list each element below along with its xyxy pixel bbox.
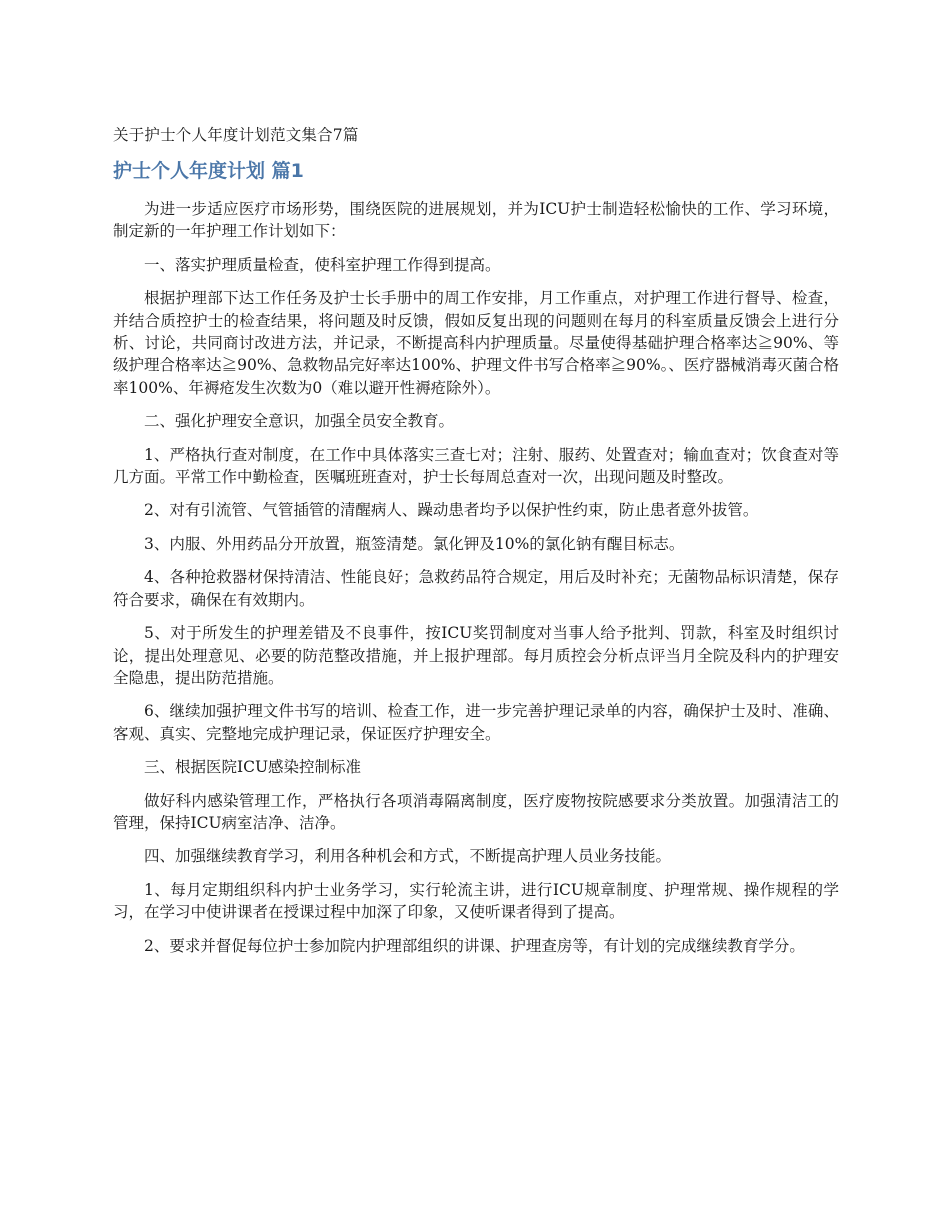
paragraph: 4、各种抢救器材保持清洁、性能良好；急救药品符合规定，用后及时补充；无菌物品标识清楚，保存符合要求，确保在有效期内。 <box>113 568 839 609</box>
paragraph: 2、要求并督促每位护士参加院内护理部组织的讲课、护理查房等，有计划的完成继续教育学分。 <box>144 936 805 955</box>
paragraph: 为进一步适应医疗市场形势，围绕医院的进展规划，并为ICU护士制造轻松愉快的工作、学习环境，制定新的一年护理工作计划如下： <box>113 200 839 241</box>
paragraph: 1、严格执行查对制度，在工作中具体落实三查七对；注射、服药、处置查对；输血查对；饮食查对等几方面。平常工作中勤检查，医嘱班班查对，护士长每周总查对一次，出现问题及时整改。 <box>113 445 839 487</box>
paragraph: 四、加强继续教育学习，利用各种机会和方式，不断提高护理人员业务技能。 <box>144 847 672 866</box>
paragraph: 根据护理部下达工作任务及护士长手册中的周工作安排，月工作重点，对护理工作进行督导、检查，并结合质控护士的检查结果，将问题及时反馈，假如反复出现的问题则在每月的科室质量反馈会上进行分析、讨论，共同商讨改进方法，并记录，不断提高科内护理质量。尽量使得基础护理合格率达≧90%、等级护理合格率达≧90%、急救物品完好率达100%、护理文件书写合格率≧90%。、医疗器械消毒灭菌合格率100%、年褥疮发生次数为0（难以避开性褥疮除外）。 <box>113 289 839 397</box>
paragraph: 2、对有引流管、气管插管的清醒病人、躁动患者均予以保护性约束，防止患者意外拔管。 <box>144 501 759 520</box>
paragraph: 6、继续加强护理文件书写的培训、检查工作，进一步完善护理记录单的内容，确保护士及时、准确、客观、真实、完整地完成护理记录，保证医疗护理安全。 <box>113 702 839 743</box>
paragraph: 三、根据医院ICU感染控制标准 <box>144 758 362 777</box>
paragraph: 3、内服、外用药品分开放置，瓶签清楚。氯化钾及10%的氯化钠有醒目标志。 <box>144 534 685 553</box>
section-heading: 护士个人年度计划 篇1 <box>113 160 304 182</box>
document-title: 关于护士个人年度计划范文集合7篇 <box>113 126 359 144</box>
paragraph: 1、每月定期组织科内护士业务学习，实行轮流主讲，进行ICU规章制度、护理常规、操作规程的学习，在学习中使讲课者在授课过程中加深了印象，又使听课者得到了提高。 <box>113 880 839 922</box>
document-page <box>113 124 839 968</box>
paragraph: 5、对于所发生的护理差错及不良事件，按ICU奖罚制度对当事人给予批判、罚款，科室及时组织讨论，提出处理意见、必要的防范整改措施，并上报护理部。每月质控会分析点评当月全院及科内的护理安全隐患，提出防范措施。 <box>113 624 839 687</box>
paragraph: 二、强化护理安全意识，加强全员安全教育。 <box>144 412 455 431</box>
paragraph: 一、落实护理质量检查，使科室护理工作得到提高。 <box>144 255 501 274</box>
paragraph: 做好科内感染管理工作，严格执行各项消毒隔离制度，医疗废物按院感要求分类放置。加强清洁工的管理，保持ICU病室洁净、洁净。 <box>113 791 839 832</box>
